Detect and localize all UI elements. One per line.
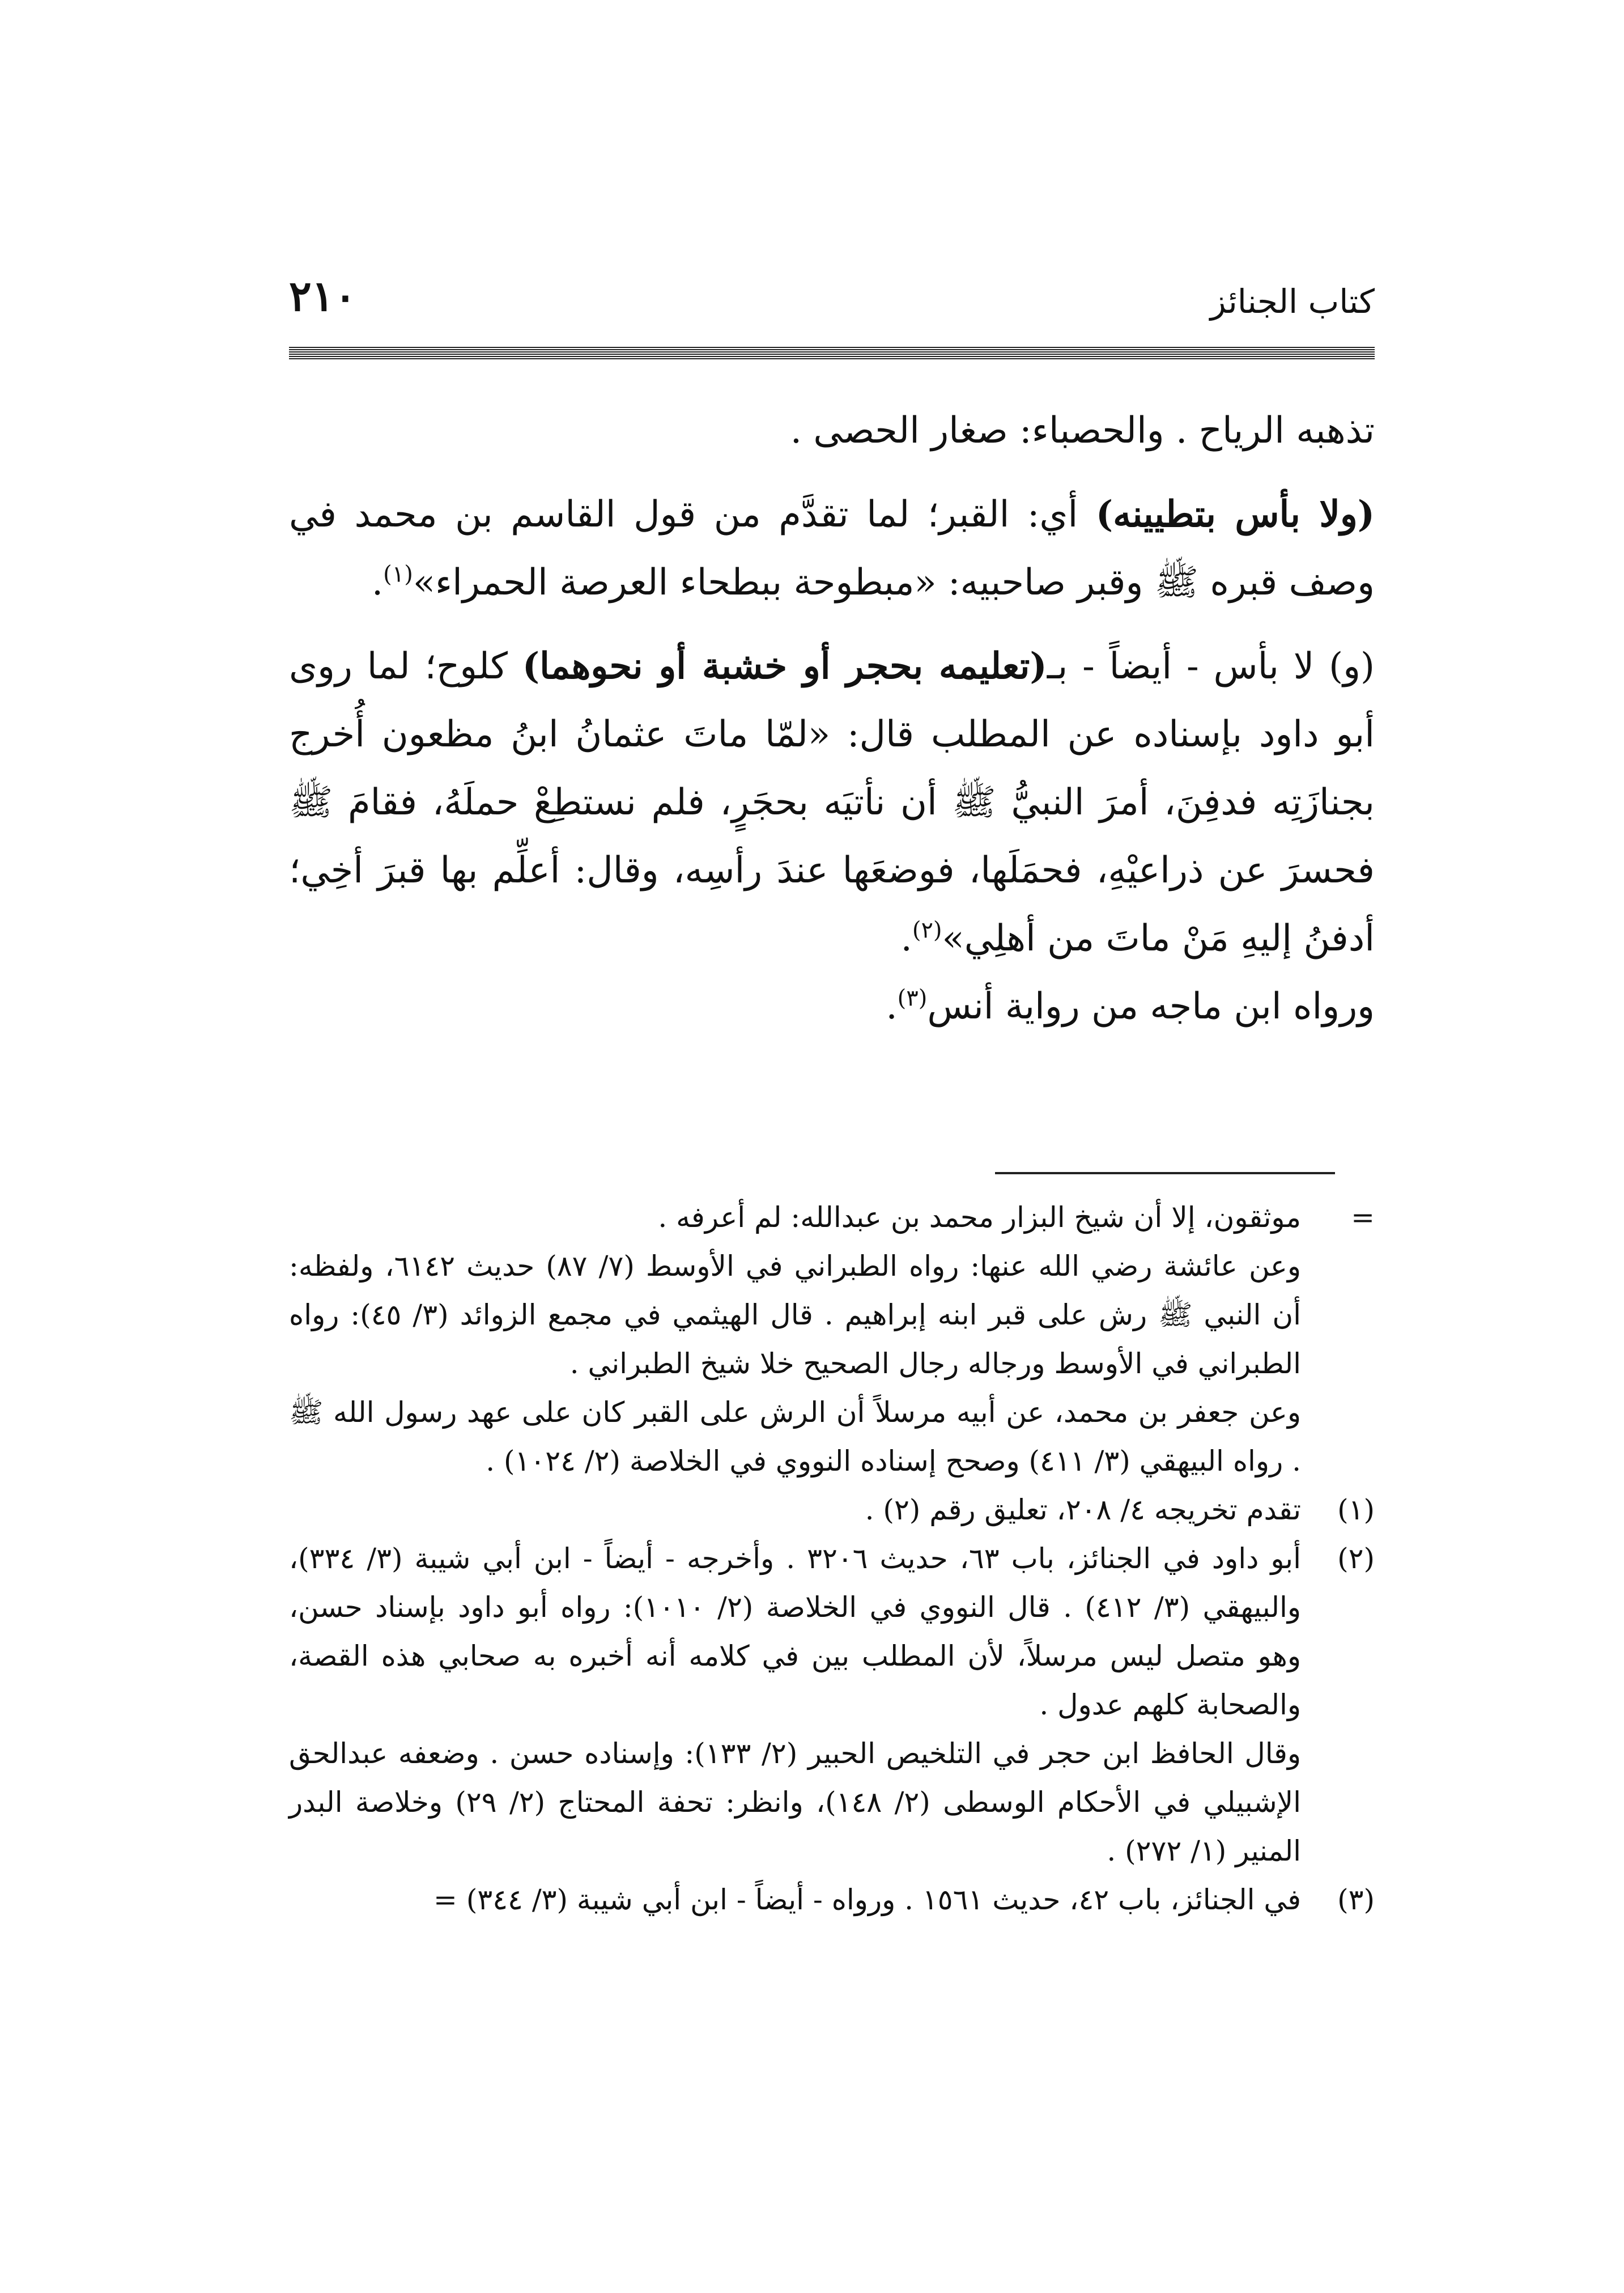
- main-text: [289, 397, 1375, 1056]
- footnote-continuation: [289, 1193, 1375, 1485]
- page-header: [289, 272, 1375, 334]
- footnote-text: وعن عائشة رضي الله عنها: رواه الطبراني في الأوسط (٧/ ٨٧) حديث ٦١٤٢، ولفظه: أن النبي ﷺ رش على قبر ابنه إبراهيم . قال الهيثمي في مجمع الزوائد (٣/ ٤٥): رواه الطبراني في الأوسط ورجاله رجال الصحيح خلا شيخ الطبراني .: [289, 1250, 1301, 1380]
- punctuation: .: [900, 918, 912, 959]
- footnote-text: أبو داود في الجنائز، باب ٦٣، حديث ٣٢٠٦ . وأخرجه - أيضاً - ابن أبي شيبة (٣/ ٣٣٤)، والبيهقي (٣/ ٤١٢) . قال النووي في الخلاصة (٢/ ١٠١٠): رواه أبو داود بإسناد حسن، وهو متصل ليس مرسلاً، لأن المطلب بين في كلامه أنه أخبره به صحابي هذه القصة، والصحابة كلهم عدول .: [289, 1542, 1301, 1721]
- page-number: ٢١٠: [289, 272, 357, 321]
- punctuation: .: [886, 986, 898, 1027]
- footnote-mark: (٣): [1337, 1883, 1375, 1916]
- paragraph: [289, 481, 1375, 617]
- paragraph: [289, 397, 1375, 465]
- punctuation: .: [371, 562, 384, 604]
- footnote-1: [289, 1485, 1375, 1534]
- paragraph-text: ورواه ابن ماجه من رواية أنس: [927, 986, 1375, 1027]
- footnote-mark: (١): [1337, 1493, 1375, 1526]
- footnote-text: في الجنائز، باب ٤٢، حديث ١٥٦١ . ورواه - أيضاً - ابن أبي شيبة (٣/ ٣٤٤) =: [433, 1883, 1301, 1916]
- footnote-3: [289, 1875, 1375, 1924]
- footnotes: [289, 1193, 1375, 1924]
- footnote-mark: (٢): [1337, 1542, 1375, 1575]
- header-rule: [289, 347, 1375, 359]
- paragraph: [289, 632, 1375, 1041]
- bold-term: (ولا بأس بتطيينه): [1095, 493, 1375, 536]
- paragraph-text: (و) لا بأس - أيضاً - بـ: [1047, 646, 1375, 687]
- footnote-ref: (١): [383, 561, 413, 588]
- running-title: كتاب الجنائز: [1210, 282, 1375, 321]
- footnote-text: وقال الحافظ ابن حجر في التلخيص الحبير (٢/ ١٣٣): وإسناده حسن . وضعفه عبدالحق الإشبيلي في الأحكام الوسطى (٢/ ١٤٨)، وانظر: تحفة المحتاج (٢/ ٢٩) وخلاصة البدر المنير (١/ ٢٧٢) .: [289, 1737, 1301, 1867]
- footnote-mark: =: [1351, 1201, 1375, 1234]
- paragraph-text: تذهبه الرياح . والحصباء: صغار الحصى .: [790, 410, 1375, 452]
- paragraph-text: أي: القبر؛ لما تقدَّم من قول القاسم بن محمد في وصف قبره ﷺ وقبر صاحبيه: «مبطوحة ببطحاء العرصة الحمراء»: [289, 494, 1375, 604]
- footnote-2: [289, 1534, 1375, 1875]
- footnote-text: موثقون، إلا أن شيخ البزار محمد بن عبدالله: لم أعرفه .: [658, 1201, 1301, 1234]
- footnote-separator: [995, 1172, 1335, 1174]
- bold-term: (تعليمه بحجر أو خشبة أو نحوهما): [522, 645, 1047, 687]
- footnote-text: وعن جعفر بن محمد، عن أبيه مرسلاً أن الرش على القبر كان على عهد رسول الله ﷺ . رواه البيهقي (٣/ ٤١١) وصحح إسناده النووي في الخلاصة (٢/ ١٠٢٤) .: [289, 1396, 1301, 1477]
- footnote-text: تقدم تخريجه ٤/ ٢٠٨، تعليق رقم (٢) .: [865, 1493, 1301, 1526]
- footnote-ref: (٢): [912, 917, 942, 944]
- paragraph-text: كلوح؛ لما روى أبو داود بإسناده عن المطلب قال: «لمّا ماتَ عثمانُ ابنُ مظعون أُخرج بجنازَتِه فدفِنَ، أمرَ النبيُّ ﷺ أن نأتيَه بحجَرٍ، فلم نستطِعْ حملَهُ، فقامَ ﷺ فحسرَ عن ذراعيْهِ، فحمَلَها، فوضعَها عندَ رأسِه، وقال: أعلِّم بها قبرَ أخِي؛ أدفنُ إليهِ مَنْ ماتَ من أهلِي»: [289, 646, 1375, 959]
- footnote-ref: (٣): [897, 985, 928, 1012]
